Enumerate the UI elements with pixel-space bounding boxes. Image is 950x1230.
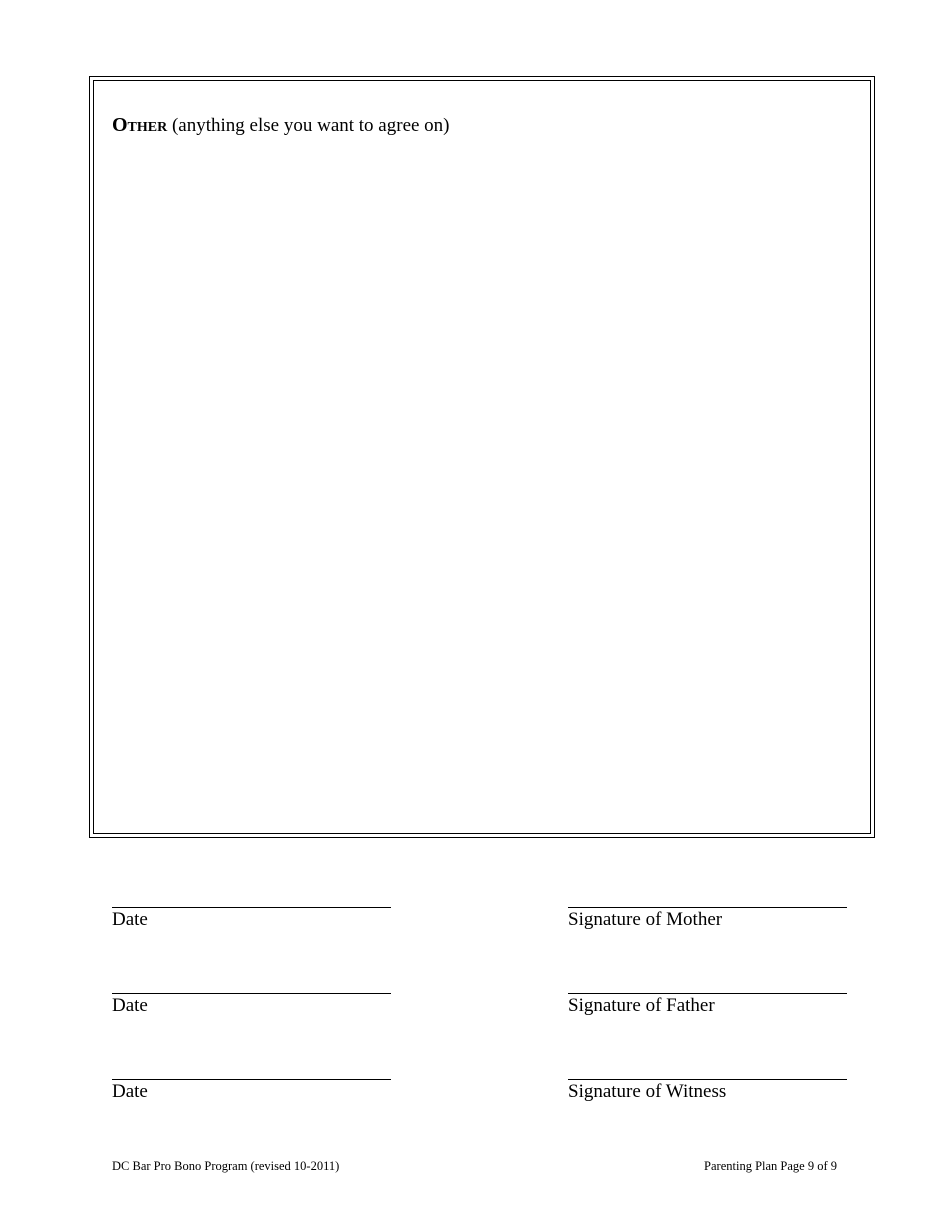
footer-program-info: DC Bar Pro Bono Program (revised 10-2011) [112,1159,340,1173]
witness-signature-line [568,1079,847,1080]
date-label-1: Date [112,909,148,930]
mother-signature-line [568,907,847,908]
section-heading [112,112,450,139]
date-line-3 [112,1079,391,1080]
other-section-box [93,80,871,834]
father-signature-label: Signature of Father [568,995,715,1016]
date-line-1 [112,907,391,908]
witness-signature-label: Signature of Witness [568,1081,727,1102]
date-label-3: Date [112,1081,148,1102]
mother-signature-label: Signature of Mother [568,909,723,930]
footer-page-number: Parenting Plan Page 9 of 9 [704,1159,837,1173]
date-line-2 [112,993,391,994]
father-signature-line [568,993,847,994]
section-subtitle: (anything else you want to agree on) [171,115,450,136]
date-label-2: Date [112,995,148,1016]
section-title: Other [112,114,168,136]
